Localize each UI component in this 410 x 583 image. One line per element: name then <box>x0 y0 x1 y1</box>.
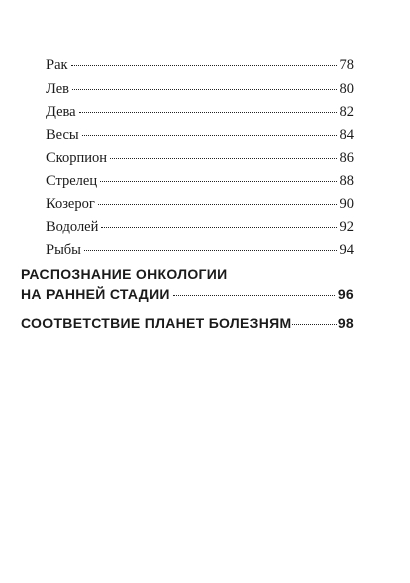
toc-entry-title: Лев <box>46 81 70 97</box>
dot-leader <box>72 89 336 90</box>
toc-entry-page: 86 <box>339 150 354 166</box>
toc-entry-page: 92 <box>339 219 354 235</box>
dot-leader <box>101 227 336 228</box>
toc-section-page: 98 <box>337 315 354 331</box>
toc-entry <box>46 195 354 213</box>
dot-leader <box>79 112 337 113</box>
toc-entry-page: 82 <box>339 104 354 120</box>
toc-entry-page: 94 <box>339 242 354 258</box>
toc-entry-page: 78 <box>339 57 354 73</box>
dot-leader <box>110 158 336 159</box>
dot-leader <box>84 250 337 251</box>
toc-entry-title: Рыбы <box>46 242 81 258</box>
toc-entry <box>46 149 354 167</box>
toc-entry-title: Дева <box>46 104 76 120</box>
toc-entry <box>46 126 354 144</box>
toc-entry <box>46 218 354 236</box>
toc-section-line <box>21 284 354 304</box>
toc-entry-page: 84 <box>339 127 354 143</box>
toc-entry <box>46 241 354 259</box>
toc-section-title-continued: НА РАННЕЙ СТАДИИ <box>21 286 170 302</box>
dot-leader <box>173 295 335 296</box>
toc-section-line <box>21 313 354 333</box>
toc-section <box>21 313 354 333</box>
toc-entry-title: Стрелец <box>46 173 98 189</box>
toc-entry <box>46 80 354 98</box>
dot-leader <box>98 204 337 205</box>
toc-entry <box>46 103 354 121</box>
toc-entry-title: Рак <box>46 57 68 73</box>
dot-leader <box>71 65 337 66</box>
toc-entry <box>46 172 354 190</box>
toc-entry-title: Козерог <box>46 196 95 212</box>
dot-leader <box>292 324 336 325</box>
toc-entry-title: Скорпион <box>46 150 108 166</box>
toc-section-page: 96 <box>337 286 354 302</box>
toc-entry-page: 88 <box>339 173 354 189</box>
toc-section-title: РАСПОЗНАНИЕ ОНКОЛОГИИ <box>21 266 228 282</box>
toc-section-line <box>21 264 354 284</box>
dot-leader <box>100 181 336 182</box>
toc-entry <box>46 56 354 74</box>
toc-entry-title: Весы <box>46 127 79 143</box>
toc-entry-page: 80 <box>339 81 354 97</box>
toc-entry-page: 90 <box>339 196 354 212</box>
toc-entry-title: Водолей <box>46 219 99 235</box>
toc-section-title: СООТВЕТСТВИЕ ПЛАНЕТ БОЛЕЗНЯМ <box>21 315 292 331</box>
dot-leader <box>82 135 337 136</box>
toc-section <box>21 264 354 304</box>
